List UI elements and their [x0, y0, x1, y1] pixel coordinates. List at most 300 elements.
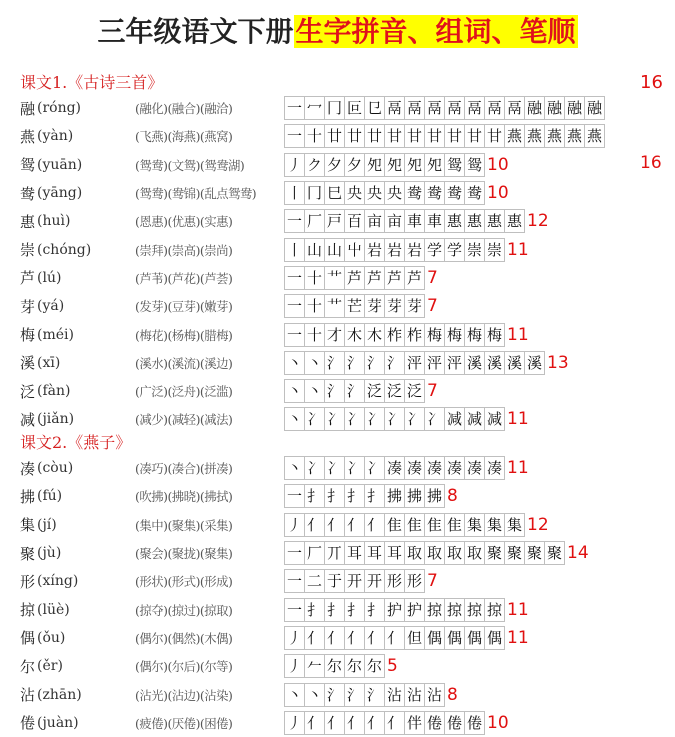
stroke-cell: 冫: [424, 407, 445, 431]
stroke-cell: 开: [344, 569, 365, 593]
stroke-cell: 亩: [364, 209, 385, 233]
word-examples: (沾光)(沾边)(沾染): [135, 687, 233, 703]
stroke-order: [284, 238, 505, 262]
character-row: [20, 567, 589, 595]
page-title: [0, 12, 675, 52]
stroke-cell: 丶: [284, 456, 305, 480]
stroke-cell: 亻: [324, 513, 345, 537]
stroke-cell: 护: [404, 598, 425, 622]
word-examples: (芦苇)(芦花)(芦荟): [135, 270, 233, 286]
stroke-cell: 甘: [384, 124, 405, 148]
stroke-cell: 惠: [484, 209, 505, 233]
character-row: [20, 482, 589, 510]
character-row: [20, 292, 605, 320]
stroke-cell: 夗: [384, 153, 405, 177]
stroke-cell: 十: [304, 323, 325, 347]
stroke-cell: 一: [284, 124, 305, 148]
stroke-cell: 芽: [384, 294, 405, 318]
stroke-cell: 央: [364, 181, 385, 205]
pinyin: (jiǎn): [37, 411, 75, 428]
stroke-cell: 崇: [464, 238, 485, 262]
stroke-cell: 亻: [304, 513, 325, 537]
stroke-cell: 扌: [324, 484, 345, 508]
stroke-cell: ク: [304, 153, 325, 177]
stroke-order: [284, 266, 425, 290]
stroke-cell: 甘: [404, 124, 425, 148]
stroke-cell: 惠: [464, 209, 485, 233]
character-row: [20, 320, 605, 348]
character: 泛: [20, 382, 36, 401]
character: 集: [20, 516, 36, 535]
stroke-cell: 扌: [344, 484, 365, 508]
stroke-cell: 厂: [304, 209, 325, 233]
stroke-cell: 泛: [364, 379, 385, 403]
stroke-cell: 鬲: [444, 96, 465, 120]
stroke-cell: 廿: [344, 124, 365, 148]
stroke-cell: 凑: [424, 456, 445, 480]
stroke-cell: 丿: [284, 711, 305, 735]
stroke-cell: 但: [404, 626, 425, 650]
stroke-cell: 护: [384, 598, 405, 622]
stroke-cell: 艹: [324, 294, 345, 318]
stroke-cell: 融: [564, 96, 585, 120]
stroke-order: [284, 209, 525, 233]
stroke-cell: 柞: [384, 323, 405, 347]
stroke-cell: 伴: [404, 711, 425, 735]
stroke-cell: 屮: [344, 238, 365, 262]
stroke-cell: 亻: [384, 711, 405, 735]
pinyin: (ěr): [37, 658, 63, 675]
stroke-cell: 鸳: [464, 153, 485, 177]
stroke-order: [284, 294, 425, 318]
stroke-cell: 柞: [404, 323, 425, 347]
character-row: [20, 652, 589, 680]
stroke-cell: 融: [544, 96, 565, 120]
stroke-cell: 夗: [364, 153, 385, 177]
pinyin: (còu): [37, 460, 74, 477]
character-row: [20, 377, 605, 405]
stroke-cell: 于: [324, 569, 345, 593]
character: 鸯: [20, 184, 36, 203]
stroke-cell: 取: [464, 541, 485, 565]
stroke-cell: 亻: [304, 711, 325, 735]
stroke-order: [284, 456, 505, 480]
stroke-count: 8: [447, 684, 458, 705]
character-row: [20, 207, 605, 235]
stroke-count: 10: [487, 712, 509, 733]
character-row: [20, 624, 589, 652]
stroke-cell: 扌: [324, 598, 345, 622]
stroke-cell: 甘: [444, 124, 465, 148]
character: 燕: [20, 127, 36, 146]
word-examples: (减少)(减轻)(减法): [135, 412, 233, 428]
stroke-cell: 夗: [404, 153, 425, 177]
stroke-cell: 鸯: [424, 181, 445, 205]
stroke-order: [284, 351, 545, 375]
stroke-count: 11: [507, 409, 529, 430]
stroke-cell: 扌: [304, 484, 325, 508]
word-examples: (鸳鸯)(鸯锦)(乱点鸳鸯): [135, 186, 257, 202]
stroke-count: 11: [507, 599, 529, 620]
stroke-cell: 亻: [304, 626, 325, 650]
stroke-cell: 百: [344, 209, 365, 233]
stroke-count: 7: [427, 296, 438, 317]
stroke-count-extra: 16: [640, 152, 662, 173]
stroke-cell: 燕: [504, 124, 525, 148]
stroke-cell: 氵: [344, 379, 365, 403]
pinyin: (huì): [37, 213, 71, 230]
character-row: [20, 595, 589, 623]
pinyin: (juàn): [37, 714, 79, 731]
stroke-cell: 丶: [304, 379, 325, 403]
stroke-cell: 凑: [384, 456, 405, 480]
stroke-cell: 扌: [304, 598, 325, 622]
stroke-cell: 亻: [344, 626, 365, 650]
section-total-label: 16: [640, 72, 663, 93]
stroke-cell: 冫: [304, 456, 325, 480]
character: 崇: [20, 241, 36, 260]
stroke-cell: 一: [284, 541, 305, 565]
stroke-cell: 泛: [384, 379, 405, 403]
stroke-cell: 沾: [424, 683, 445, 707]
stroke-cell: 偶: [484, 626, 505, 650]
stroke-cell: 鬲: [504, 96, 525, 120]
stroke-count: 11: [507, 627, 529, 648]
stroke-cell: 扌: [364, 484, 385, 508]
stroke-cell: 鬲: [484, 96, 505, 120]
character: 减: [20, 410, 36, 429]
stroke-cell: 沾: [384, 683, 405, 707]
stroke-cell: 倦: [424, 711, 445, 735]
stroke-cell: 夗: [424, 153, 445, 177]
pinyin: (yàn): [37, 128, 74, 145]
stroke-cell: 丶: [284, 351, 305, 375]
stroke-cell: 巳: [324, 181, 345, 205]
stroke-cell: 集: [484, 513, 505, 537]
pinyin: (jù): [37, 545, 62, 562]
character: 溪: [20, 354, 36, 373]
stroke-cell: 凑: [444, 456, 465, 480]
stroke-order: [284, 541, 565, 565]
stroke-cell: 梅: [444, 323, 465, 347]
stroke-cell: 岩: [364, 238, 385, 262]
stroke-cell: 丿: [284, 153, 305, 177]
stroke-order: [284, 407, 505, 431]
word-examples: (广泛)(泛舟)(泛滥): [135, 384, 233, 400]
stroke-cell: 氵: [364, 683, 385, 707]
pinyin: (lüè): [37, 601, 70, 618]
stroke-cell: 丶: [284, 683, 305, 707]
character: 凑: [20, 459, 36, 478]
stroke-cell: 崇: [484, 238, 505, 262]
pinyin: (lú): [37, 269, 62, 286]
lesson-section: [20, 72, 663, 434]
stroke-cell: 减: [444, 407, 465, 431]
stroke-count: 11: [507, 324, 529, 345]
stroke-cell: 冫: [384, 407, 405, 431]
stroke-cell: 冖: [304, 96, 325, 120]
word-examples: (偶尔)(偶然)(木偶): [135, 630, 233, 646]
stroke-count: 8: [447, 486, 458, 507]
character-row: [20, 680, 589, 708]
stroke-cell: 冫: [304, 407, 325, 431]
stroke-cell: 一: [284, 266, 305, 290]
character: 拂: [20, 487, 36, 506]
stroke-cell: 才: [324, 323, 345, 347]
stroke-cell: 氵: [384, 351, 405, 375]
character-row: [20, 94, 605, 122]
stroke-cell: 隹: [424, 513, 445, 537]
stroke-cell: 尔: [324, 654, 345, 678]
stroke-cell: 芽: [404, 294, 425, 318]
character: 芽: [20, 297, 36, 316]
stroke-cell: 十: [304, 124, 325, 148]
stroke-cell: 丨: [284, 181, 305, 205]
title-highlight: 生字拼音、组词、笔顺: [295, 15, 576, 48]
stroke-cell: 冫: [324, 407, 345, 431]
stroke-cell: 厂: [304, 541, 325, 565]
character: 偶: [20, 629, 36, 648]
word-examples: (梅花)(杨梅)(腊梅): [135, 327, 233, 343]
stroke-cell: 溪: [484, 351, 505, 375]
stroke-cell: 取: [424, 541, 445, 565]
stroke-cell: 一: [284, 209, 305, 233]
word-examples: (聚会)(聚拢)(聚集): [135, 546, 233, 562]
character-row: [20, 151, 662, 179]
character: 形: [20, 572, 36, 591]
stroke-cell: 甘: [464, 124, 485, 148]
stroke-cell: 鬲: [384, 96, 405, 120]
stroke-cell: 亻: [364, 513, 385, 537]
stroke-count: 12: [527, 514, 549, 535]
stroke-cell: 山: [304, 238, 325, 262]
stroke-cell: 掠: [424, 598, 445, 622]
stroke-cell: 鬲: [464, 96, 485, 120]
stroke-cell: 木: [344, 323, 365, 347]
word-examples: (偶尔)(尔后)(尔等): [135, 659, 233, 675]
stroke-cell: 倦: [464, 711, 485, 735]
stroke-order: [284, 598, 505, 622]
pinyin: (róng): [37, 100, 82, 117]
stroke-cell: 十: [304, 266, 325, 290]
stroke-order: [284, 379, 425, 403]
pinyin: (fú): [37, 488, 63, 505]
stroke-cell: 一: [284, 323, 305, 347]
stroke-count: 13: [547, 352, 569, 373]
stroke-cell: 亻: [384, 626, 405, 650]
stroke-cell: 掠: [484, 598, 505, 622]
stroke-cell: 丿: [284, 626, 305, 650]
stroke-cell: 冫: [324, 456, 345, 480]
stroke-cell: 耳: [384, 541, 405, 565]
character-row: [20, 405, 605, 433]
character: 芦: [20, 269, 36, 288]
stroke-cell: 央: [344, 181, 365, 205]
stroke-cell: 丌: [324, 541, 345, 565]
stroke-cell: 二: [304, 569, 325, 593]
stroke-cell: 扌: [364, 598, 385, 622]
stroke-count: 12: [527, 211, 549, 232]
stroke-cell: 聚: [484, 541, 505, 565]
character-row: [20, 454, 589, 482]
character-row: [20, 511, 589, 539]
stroke-cell: 聚: [544, 541, 565, 565]
stroke-cell: 梅: [424, 323, 445, 347]
word-examples: (鸳鸯)(文鸳)(鸳鸯湖): [135, 157, 245, 173]
stroke-cell: 丶: [284, 379, 305, 403]
word-examples: (吹拂)(拂晓)(拂拭): [135, 489, 233, 505]
stroke-cell: 戸: [324, 209, 345, 233]
stroke-cell: 芦: [344, 266, 365, 290]
stroke-count: 10: [487, 154, 509, 175]
stroke-cell: 尔: [344, 654, 365, 678]
stroke-cell: 鬲: [404, 96, 425, 120]
stroke-cell: 鬲: [424, 96, 445, 120]
pinyin: (xíng): [37, 573, 79, 590]
stroke-cell: 丨: [284, 238, 305, 262]
stroke-cell: 梅: [464, 323, 485, 347]
stroke-cell: 亻: [344, 711, 365, 735]
stroke-order: [284, 626, 505, 650]
stroke-cell: 燕: [584, 124, 605, 148]
stroke-cell: 芒: [344, 294, 365, 318]
stroke-cell: 木: [364, 323, 385, 347]
pinyin: (zhān): [37, 686, 82, 703]
stroke-cell: 芦: [364, 266, 385, 290]
stroke-order: [284, 484, 445, 508]
stroke-cell: 亩: [384, 209, 405, 233]
lesson-section: [20, 432, 589, 737]
stroke-cell: 凑: [464, 456, 485, 480]
pinyin: (chóng): [37, 241, 92, 258]
stroke-cell: 尔: [364, 654, 385, 678]
stroke-cell: 丶: [304, 683, 325, 707]
stroke-cell: 融: [524, 96, 545, 120]
stroke-order: [284, 181, 485, 205]
stroke-cell: 丶: [284, 407, 305, 431]
stroke-cell: 央: [384, 181, 405, 205]
stroke-cell: 一: [284, 294, 305, 318]
stroke-cell: 梅: [484, 323, 505, 347]
character: 融: [20, 99, 36, 118]
character-row: [20, 349, 605, 377]
stroke-cell: 芦: [404, 266, 425, 290]
stroke-cell: 倦: [444, 711, 465, 735]
stroke-cell: 廿: [324, 124, 345, 148]
stroke-cell: 减: [464, 407, 485, 431]
stroke-cell: 車: [424, 209, 445, 233]
word-examples: (集中)(聚集)(采集): [135, 517, 233, 533]
stroke-cell: 隹: [444, 513, 465, 537]
stroke-cell: 取: [444, 541, 465, 565]
stroke-cell: 鸯: [404, 181, 425, 205]
character-row: [20, 235, 605, 263]
stroke-cell: 十: [304, 294, 325, 318]
stroke-cell: 冫: [344, 407, 365, 431]
stroke-cell: 取: [404, 541, 425, 565]
pinyin: (yāng): [37, 185, 83, 202]
pinyin: (yuān): [37, 156, 83, 173]
stroke-cell: 冂: [324, 96, 345, 120]
stroke-cell: 山: [324, 238, 345, 262]
stroke-cell: 隹: [384, 513, 405, 537]
character: 鸳: [20, 156, 36, 175]
character-row: [20, 179, 605, 207]
stroke-cell: 形: [384, 569, 405, 593]
stroke-cell: 芦: [384, 266, 405, 290]
stroke-cell: 聚: [504, 541, 525, 565]
stroke-cell: 泛: [404, 379, 425, 403]
stroke-cell: 冫: [364, 456, 385, 480]
stroke-cell: 凑: [484, 456, 505, 480]
stroke-cell: 夕: [324, 153, 345, 177]
character: 倦: [20, 714, 36, 733]
stroke-cell: 扌: [344, 598, 365, 622]
stroke-cell: 拂: [384, 484, 405, 508]
word-examples: (恩惠)(优惠)(实惠): [135, 214, 233, 230]
stroke-cell: 一: [284, 569, 305, 593]
stroke-cell: 𠂉: [304, 654, 325, 678]
stroke-order: [284, 323, 505, 347]
stroke-cell: 掠: [444, 598, 465, 622]
stroke-cell: 一: [284, 96, 305, 120]
pinyin: (xī): [37, 354, 61, 371]
stroke-cell: 耳: [344, 541, 365, 565]
stroke-cell: 拂: [424, 484, 445, 508]
stroke-cell: 艹: [324, 266, 345, 290]
stroke-cell: 一: [284, 598, 305, 622]
stroke-count: 10: [487, 183, 509, 204]
stroke-cell: 亻: [364, 626, 385, 650]
character: 惠: [20, 212, 36, 231]
stroke-count: 7: [427, 571, 438, 592]
word-examples: (崇拜)(崇高)(崇尚): [135, 242, 233, 258]
word-examples: (溪水)(溪流)(溪边): [135, 355, 233, 371]
stroke-cell: 集: [464, 513, 485, 537]
pinyin: (ǒu): [37, 629, 66, 646]
stroke-cell: 冂: [304, 181, 325, 205]
stroke-cell: 惠: [504, 209, 525, 233]
stroke-cell: 溪: [504, 351, 525, 375]
stroke-cell: 芽: [364, 294, 385, 318]
stroke-count: 5: [387, 656, 398, 677]
stroke-cell: 丶: [304, 351, 325, 375]
word-examples: (飞燕)(海燕)(燕窝): [135, 129, 233, 145]
stroke-cell: 冫: [364, 407, 385, 431]
stroke-cell: 掠: [464, 598, 485, 622]
character-row: [20, 264, 605, 292]
stroke-cell: 偶: [464, 626, 485, 650]
stroke-cell: 丿: [284, 513, 305, 537]
stroke-cell: 惠: [444, 209, 465, 233]
word-examples: (凑巧)(凑合)(拼凑): [135, 461, 233, 477]
stroke-cell: 偶: [424, 626, 445, 650]
stroke-cell: 聚: [524, 541, 545, 565]
word-examples: (掠夺)(掠过)(掠取): [135, 602, 233, 618]
stroke-order: [284, 124, 605, 148]
pinyin: (jí): [37, 516, 57, 533]
stroke-cell: 氵: [364, 351, 385, 375]
stroke-cell: 氵: [344, 683, 365, 707]
stroke-order: [284, 153, 485, 177]
stroke-order: [284, 96, 605, 120]
stroke-cell: 氵: [324, 351, 345, 375]
stroke-cell: 燕: [544, 124, 565, 148]
stroke-cell: 燕: [564, 124, 585, 148]
stroke-order: [284, 711, 485, 735]
stroke-cell: 甘: [484, 124, 505, 148]
stroke-cell: 减: [484, 407, 505, 431]
